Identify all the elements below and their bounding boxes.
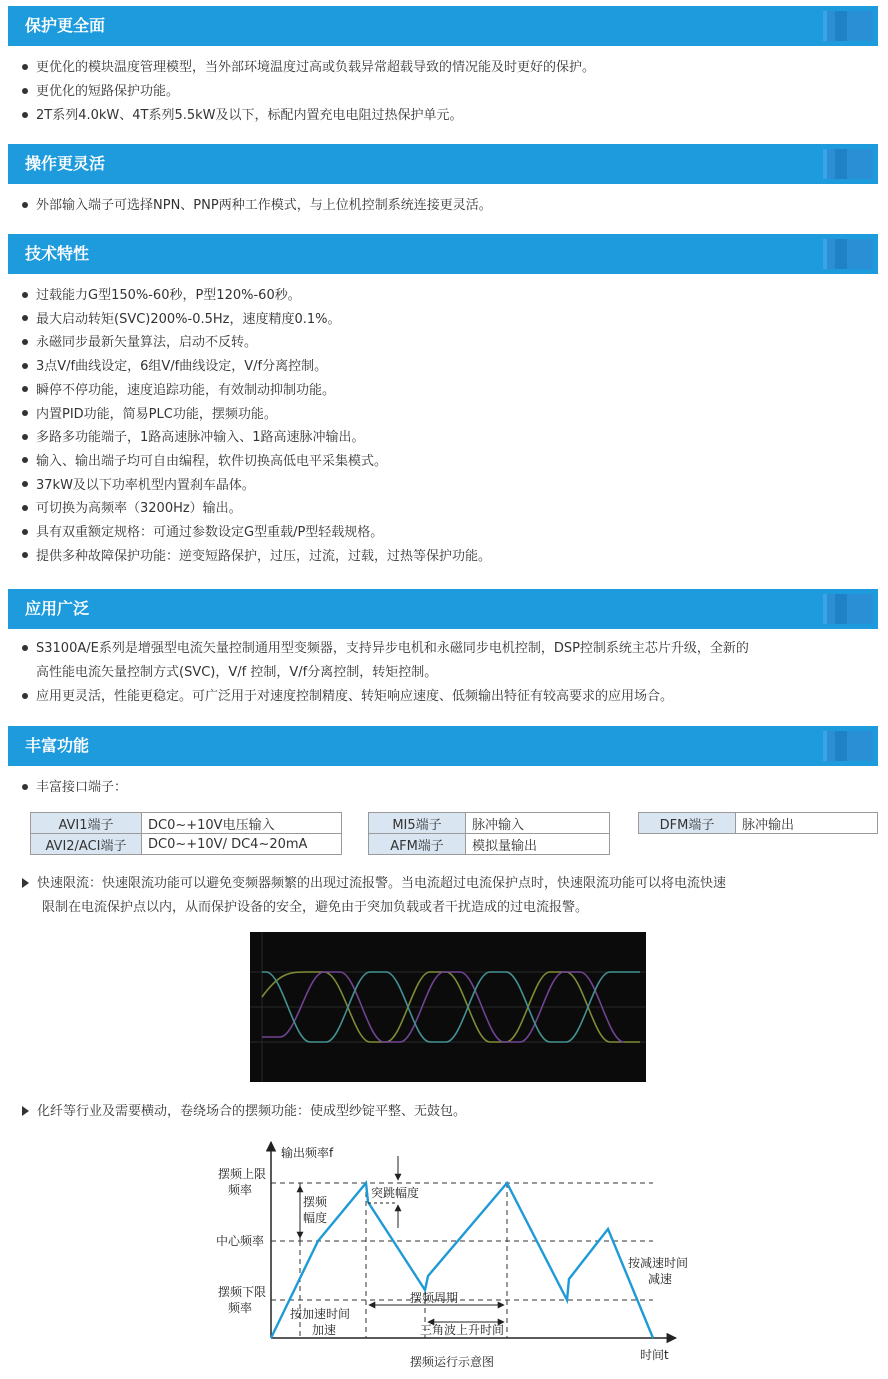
header-decoration — [823, 239, 873, 269]
accel-label: 按加速时间 — [290, 1307, 351, 1321]
diagram-caption: 摆频运行示意图 — [410, 1355, 495, 1369]
list-item: 最大启动转矩(SVC)200%-0.5Hz，速度精度0.1%。 — [22, 308, 341, 332]
terminal-name: MI5端子 — [369, 813, 466, 834]
amplitude-label: 摆频 — [303, 1195, 328, 1209]
section-header-operation — [8, 144, 878, 184]
oscilloscope-waveform-image — [250, 932, 646, 1082]
y-axis-label: 输出频率f — [281, 1146, 334, 1160]
terminal-table-pulse — [368, 812, 610, 855]
rise-label: 三角波上升时间 — [420, 1323, 505, 1337]
period-label: 摆频周期 — [410, 1291, 459, 1305]
list-item: 多路多功能端子，1路高速脉冲输入、1路高速脉冲输出。 — [22, 426, 365, 450]
list-item: 提供多种故障保护功能：逆变短路保护，过压，过流，过载，过热等保护功能。 — [22, 545, 491, 569]
terminal-desc: 模拟量输出 — [466, 834, 610, 855]
list-item: 内置PID功能，简易PLC功能，摆频功能。 — [22, 403, 277, 427]
list-item: S3100A/E系列是增强型电流矢量控制通用型变频器，支持异步电机和永磁同步电机控制，DSP控制系统主芯片升级，全新的 — [22, 637, 749, 661]
list-item: 应用更灵活，性能更稳定。可广泛用于对速度控制精度、转矩响应速度、低频输出特征有较高要求的应用场合。 — [22, 685, 673, 709]
section-header-rich — [8, 726, 878, 766]
center-label: 中心频率 — [216, 1234, 265, 1248]
section-header-tech — [8, 234, 878, 274]
list-item: 永磁同步最新矢量算法，启动不反转。 — [22, 331, 257, 355]
terminal-name: DFM端子 — [639, 813, 736, 834]
lower-limit-label: 摆频下限 — [218, 1285, 267, 1299]
terminal-desc: 脉冲输入 — [466, 813, 610, 834]
header-decoration — [823, 11, 873, 41]
amplitude-label-2: 幅度 — [303, 1211, 328, 1225]
section-title: 保护更全面 — [25, 16, 106, 35]
section-title: 应用广泛 — [25, 599, 90, 618]
section-header-protection — [8, 6, 878, 46]
terminal-desc: DC0~+10V/ DC4~20mA — [142, 834, 342, 855]
upper-limit-label: 摆频上限 — [218, 1167, 267, 1181]
list-item: 丰富接口端子： — [22, 776, 127, 800]
list-item: 瞬停不停功能，速度追踪功能，有效制动抑制功能。 — [22, 379, 335, 403]
section-header-application — [8, 589, 878, 629]
list-item: 化纤等行业及需要横动，卷绕场合的摆频功能：使成型纱锭平整、无鼓包。 — [22, 1100, 466, 1124]
list-item: 过载能力G型150%-60秒，P型120%-60秒。 — [22, 284, 301, 308]
list-item: 可切换为高频率（3200Hz）输出。 — [22, 497, 242, 521]
section-title: 丰富功能 — [25, 736, 90, 755]
jump-label: 突跳幅度 — [371, 1186, 420, 1200]
list-item: 更优化的模块温度管理模型，当外部环境温度过高或负载异常超载导致的情况能及时更好的保护。 — [22, 56, 595, 80]
accel-label-2: 加速 — [312, 1323, 337, 1337]
terminal-table-dfm — [638, 812, 878, 834]
x-axis-label: 时间t — [640, 1348, 669, 1362]
lower-limit-label-2: 频率 — [228, 1301, 253, 1315]
terminal-name: AFM端子 — [369, 834, 466, 855]
decel-label-2: 减速 — [648, 1272, 673, 1286]
terminal-desc: 脉冲输出 — [736, 813, 878, 834]
header-decoration — [823, 731, 873, 761]
list-item: 3点V/f曲线设定，6组V/f曲线设定，V/f分离控制。 — [22, 355, 327, 379]
decel-label: 按减速时间 — [628, 1256, 689, 1270]
list-item-continued: 限制在电流保护点以内，从而保护设备的安全，避免由于突加负载或者干扰造成的过电流报警。 — [42, 900, 589, 915]
terminal-desc: DC0~+10V电压输入 — [142, 813, 342, 834]
list-item: 外部输入端子可选择NPN、PNP两种工作模式，与上位机控制系统连接更灵活。 — [22, 194, 492, 218]
list-item: 2T系列4.0kW、4T系列5.5kW及以下，标配内置充电电阻过热保护单元。 — [22, 104, 463, 128]
header-decoration — [823, 594, 873, 624]
wobble-frequency-diagram — [0, 1130, 888, 1379]
list-item: 更优化的短路保护功能。 — [22, 80, 179, 104]
terminal-table-analog — [30, 812, 342, 855]
list-item: 输入、输出端子均可自由编程，软件切换高低电平采集模式。 — [22, 450, 387, 474]
terminal-name: AVI1端子 — [31, 813, 142, 834]
list-item: 快速限流：快速限流功能可以避免变频器频繁的出现过流报警。当电流超过电流保护点时，快速限流功能可以将电流快速 — [22, 872, 726, 896]
section-title: 技术特性 — [25, 244, 90, 263]
header-decoration — [823, 149, 873, 179]
upper-limit-label-2: 频率 — [228, 1183, 253, 1197]
section-title: 操作更灵活 — [25, 154, 106, 173]
list-item-continued: 高性能电流矢量控制方式(SVC)，V/f 控制，V/f分离控制，转矩控制。 — [36, 665, 438, 680]
list-item: 37kW及以下功率机型内置刹车晶体。 — [22, 474, 255, 498]
list-item: 具有双重额定规格：可通过参数设定G型重载/P型轻载规格。 — [22, 521, 383, 545]
terminal-name: AVI2/ACI端子 — [31, 834, 142, 855]
